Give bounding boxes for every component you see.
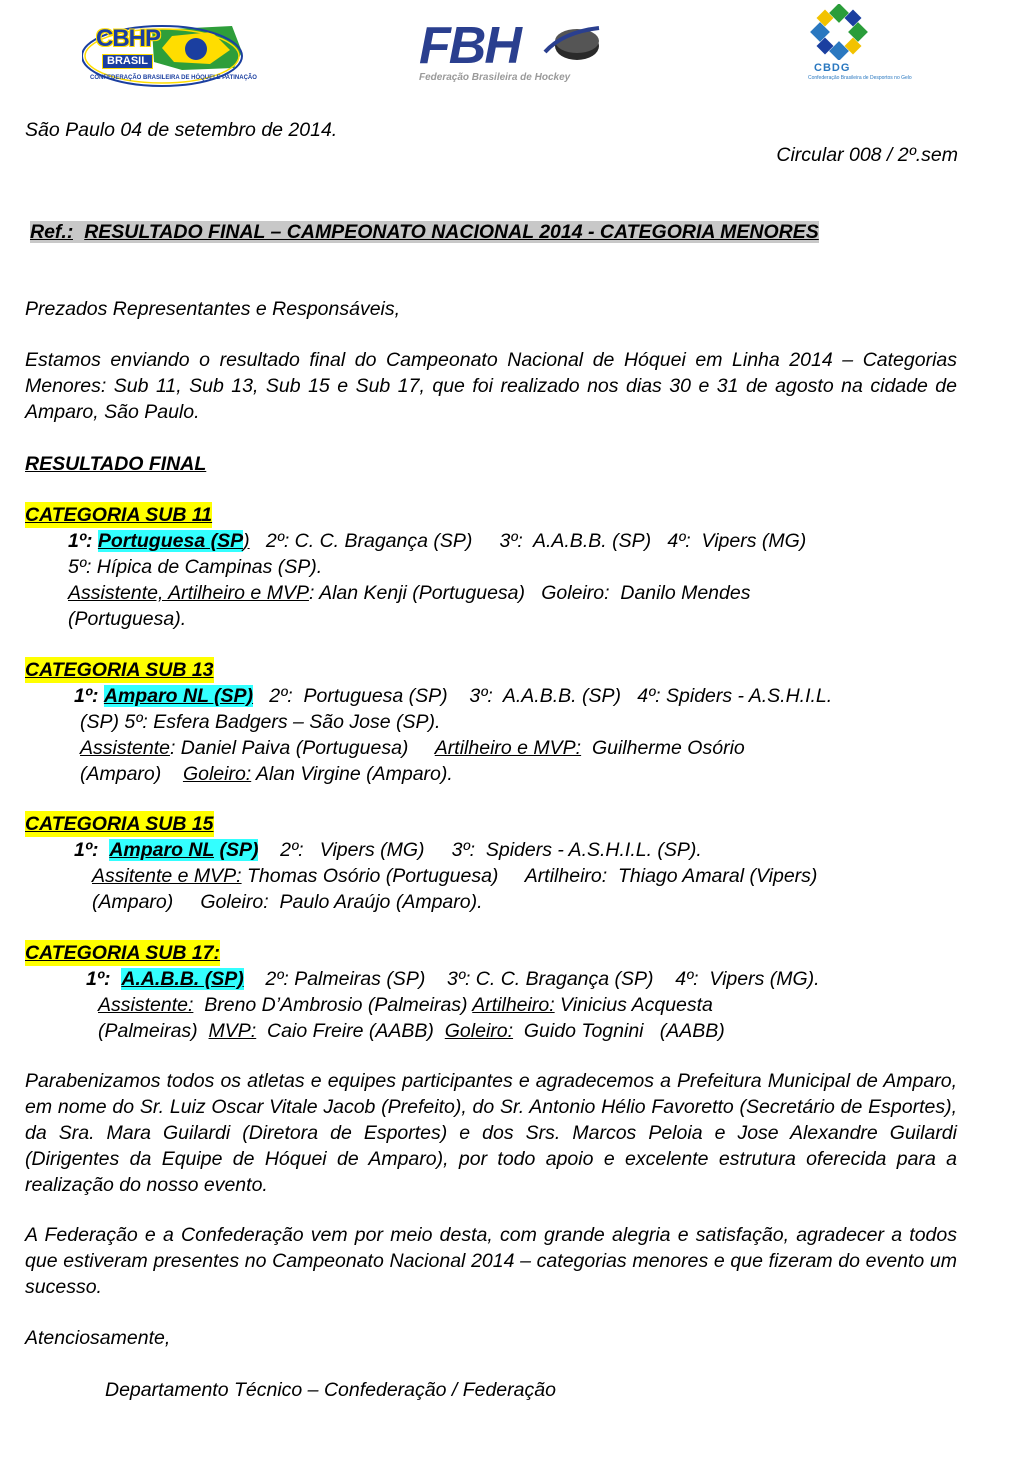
sub17-line1 xyxy=(86,966,820,992)
sub13-assist-value: : Daniel Paiva (Portuguesa) xyxy=(169,737,435,759)
sub13-assist-label: Assistente xyxy=(80,737,170,759)
sub13-goalie-label: Goleiro: xyxy=(182,763,252,785)
sub13-scorer-label: Artilheiro e MVP: xyxy=(434,737,582,759)
sub11-awards-value: : Alan Kenji (Portuguesa) Goleiro: Danilo Mendes xyxy=(308,582,751,604)
thanks-paragraph: Parabenizamos todos os atletas e equipes participantes e agradecemos a Prefeitura Municipal de Amparo, em nome do Sr. Luiz Oscar Vitale Jacob (Prefeito), do Sr. Antonio Hélio Favoretto (Secretário de Esportes), da Sra. Mara Guilardi (Diretora de Esportes) e dos Srs. Marcos Peloia e Jose Alexandre Guilardi (Dirigentes da Equipe de Hóquei de Amparo), por todo apoio e excelente estrutura oferecida para a realização do nosso evento. xyxy=(25,1070,957,1196)
sub17-assist-value: Breno D’Ambrosio (Palmeiras) xyxy=(193,994,473,1016)
cbhp-logo-subtitle: CONFEDERAÇÃO BRASILEIRA DE HÓQUEI E PATINAÇÃO xyxy=(90,75,257,81)
greeting: Prezados Representantes e Responsáveis, xyxy=(25,298,401,320)
sub13-first-label: 1º: xyxy=(74,685,99,707)
sub13-scorer-value: Guilherme Osório xyxy=(581,737,745,759)
reference-line xyxy=(30,219,819,245)
sub17-line3: (Palmeiras) MVP: Caio Freire (AABB) Goleiro: Guido Tognini (AABB) xyxy=(98,1020,725,1042)
sub17-mvp-label: MVP: xyxy=(208,1020,257,1042)
sub17-mvp-value: Caio Freire (AABB) xyxy=(256,1020,445,1042)
sub11-line3 xyxy=(68,580,750,606)
sub15-first-label: 1º: xyxy=(74,839,99,861)
sub15-line1: 1º: Amparo NL (SP) 2º: Vipers (MG) 3º: Spiders - A.S.H.I.L. (SP). xyxy=(74,839,702,861)
sub11-first-label: 1º: xyxy=(68,530,93,552)
sub13-line1 xyxy=(74,683,832,709)
sub13-line4: (Amparo) Goleiro: Alan Virgine (Amparo). xyxy=(80,763,453,785)
sub13-line2: (SP) 5º: Esfera Badgers – São Jose (SP). xyxy=(80,711,441,733)
sub11-line1: 1º: Portuguesa (SP) 2º: C. C. Bragança (SP) 3º: A.A.B.B. (SP) 4º: Vipers (MG) xyxy=(68,530,807,552)
sub17-scorer-value: Vinicius Acquesta xyxy=(554,994,713,1016)
sub13-first-team: Amparo NL (SP) xyxy=(103,685,254,707)
signoff: Atenciosamente, xyxy=(25,1327,171,1349)
sub13-line3 xyxy=(80,735,745,761)
sub17-goalie-value: Guido Tognini (AABB) xyxy=(513,1020,725,1042)
sub17-first-team: A.A.B.B. (SP) xyxy=(121,968,244,990)
sub11-line2: 5º: Hípica de Campinas (SP). xyxy=(68,556,323,578)
sub17-first-label: 1º: xyxy=(86,968,111,990)
cbhp-logo xyxy=(82,22,257,88)
sub13-title: CATEGORIA SUB 13 xyxy=(25,659,214,681)
reference-label: Ref.: xyxy=(30,221,74,243)
sub17-line2 xyxy=(98,992,713,1018)
sub13-placings: 2º: Portuguesa (SP) 3º: A.A.B.B. (SP) 4º: Spiders - A.S.H.I.L. xyxy=(253,685,833,707)
signature: Departamento Técnico – Confederação / Federação xyxy=(105,1379,556,1401)
snowflake-icon xyxy=(806,4,872,60)
sub15-assist-label: Assitente e MVP: xyxy=(92,865,242,887)
hockey-puck-icon xyxy=(543,22,603,66)
cbhp-logo-word: CBHP xyxy=(96,25,161,52)
sub15-line2 xyxy=(92,863,817,889)
sub11-placings: 2º: C. C. Bragança (SP) 3º: A.A.B.B. (SP) 4º: Vipers (MG) xyxy=(249,530,807,552)
intro-paragraph: Estamos enviando o resultado final do Campeonato Nacional de Hóquei em Linha 2014 – Categorias Menores: Sub 11, Sub 13, Sub 15 e Sub 17, que foi realizado nos dias 30 e 31 de agosto na cidade de Amparo, São Paulo. xyxy=(25,349,957,423)
sub15-title: CATEGORIA SUB 15 xyxy=(25,813,214,835)
sub17-placings: 2º: Palmeiras (SP) 3º: C. C. Bragança (SP) 4º: Vipers (MG). xyxy=(243,968,820,990)
results-title: RESULTADO FINAL xyxy=(25,453,207,475)
fbh-logo-subtitle: Federação Brasileira de Hockey xyxy=(419,72,571,83)
cbdg-logo-word: CBDG xyxy=(814,62,851,74)
closing-paragraph: A Federação e a Confederação vem por meio desta, com grande alegria e satisfação, agradecer a todos que estiveram presentes no Campeonato Nacional 2014 – categorias menores e que fizeram do evento um sucesso. xyxy=(25,1224,957,1298)
fbh-logo-word: FBH xyxy=(419,17,520,75)
cbdg-logo-subtitle: Confederação Brasileira de Desportos no Gelo xyxy=(808,75,912,81)
sub17-scorer-label: Artilheiro: xyxy=(472,994,555,1016)
fbh-logo xyxy=(415,18,605,84)
sub17-goalie-label: Goleiro: xyxy=(444,1020,514,1042)
circular-number: Circular 008 / 2º.sem xyxy=(776,144,958,166)
sub17-assist-label: Assistente: xyxy=(98,994,194,1016)
sub15-line3: (Amparo) Goleiro: Paulo Araújo (Amparo). xyxy=(92,891,483,913)
cbdg-logo xyxy=(804,4,912,88)
sub17-title: CATEGORIA SUB 17: xyxy=(25,942,221,964)
sub11-first-team: Portuguesa (SP xyxy=(97,530,244,552)
sub11-awards-label: Assistente, Artilheiro e MVP xyxy=(68,582,309,604)
date-line: São Paulo 04 de setembro de 2014. xyxy=(25,119,338,141)
sub11-title: CATEGORIA SUB 11 xyxy=(25,504,213,526)
sub15-first-team: Amparo NL xyxy=(109,839,215,861)
cbhp-logo-country: BRASIL xyxy=(102,54,153,69)
sub11-line4: (Portuguesa). xyxy=(68,608,187,630)
sub15-placings: 2º: Vipers (MG) 3º: Spiders - A.S.H.I.L. (SP). xyxy=(258,839,702,861)
reference-text: RESULTADO FINAL – CAMPEONATO NACIONAL 2014 - CATEGORIA MENORES xyxy=(84,221,819,243)
sub15-assist-value: Thomas Osório (Portuguesa) Artilheiro: Thiago Amaral (Vipers) xyxy=(241,865,818,887)
sub13-goalie-value: Alan Virgine (Amparo). xyxy=(251,763,453,785)
